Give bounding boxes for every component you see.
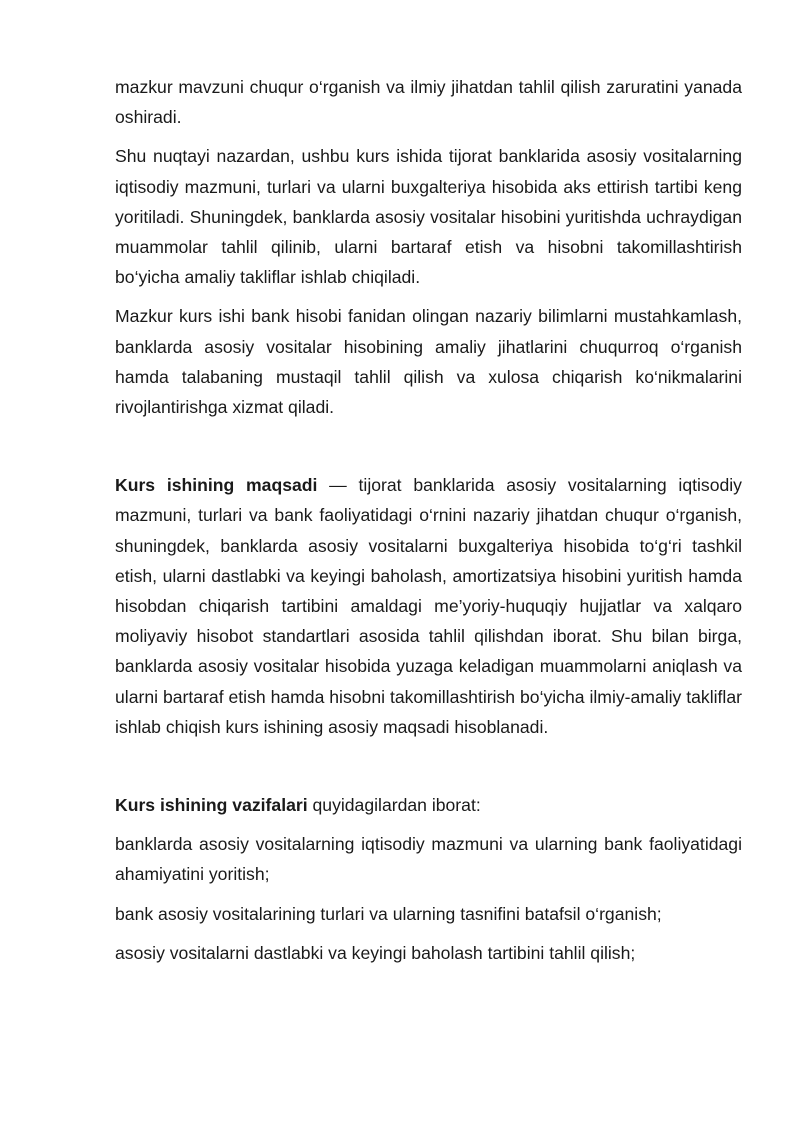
goal-text: — tijorat banklarida asosiy vositalarning iqtisodiy mazmuni, turlari va bank faoliyatidagi o‘rnini nazariy jihatdan chuqur o‘rganish, shuningdek, banklarda asosiy vositalarni buxgalteriya hisobida to‘g‘ri tashkil etish, ularni dastlabki va keyingi baholash, amortizatsiya hisobini yuritish hamda hisobdan chiqarish tartibini amaldagi me’yoriy-huquqiy hujjatlar va xalqaro moliyaviy hisobot standartlari asosida tahlil qilishdan iborat. Shu bilan birga, banklarda asosiy vositalar hisobida yuzaga keladigan muammolarni aniqlash va ularni bartaraf etish hamda hisobni takomillashtirish bo‘yicha ilmiy-amaliy takliflar ishlab chiqish kurs ishining asosiy maqsadi hisoblanadi.: [115, 475, 742, 737]
tasks-heading: Kurs ishining vazifalari: [115, 795, 308, 816]
task-item: banklarda asosiy vositalarning iqtisodiy mazmuni va ularning bank faoliyatidagi ahamiyatini yoritish;: [115, 834, 742, 885]
task-item: bank asosiy vositalarining turlari va ularning tasnifini batafsil o‘rganish;: [115, 903, 662, 924]
goal-heading: Kurs ishining maqsadi: [115, 475, 318, 496]
task-item: asosiy vositalarni dastlabki va keyingi baholash tartibini tahlil qilish;: [115, 942, 636, 963]
document-page: [115, 72, 742, 977]
intro-paragraph-significance: Mazkur kurs ishi bank hisobi fanidan olingan nazariy bilimlarni mustahkamlash, banklarda asosiy vositalar hisobining amaliy jihatlarini chuqurroq o‘rganish hamda talabaning mustaqil tahlil qilish va xulosa chiqarish ko‘nikmalarini rivojlantirishga xizmat qiladi.: [115, 306, 742, 418]
intro-paragraph-scope: Shu nuqtayi nazardan, ushbu kurs ishida tijorat banklarida asosiy vositalarning iqtisodiy mazmuni, turlari va ularni buxgalteriya hisobida aks ettirish tartibi keng yoritiladi. Shuningdek, banklarda asosiy vositalar hisobini yuritishda uchraydigan muammolar tahlil qilinib, ularni bartaraf etish va hisobni takomillashtirish bo‘yicha amaliy takliflar ishlab chiqiladi.: [115, 146, 742, 288]
section-spacer: [115, 751, 742, 790]
section-spacer: [115, 431, 742, 470]
tasks-intro-paragraph: [115, 790, 742, 820]
goal-paragraph: [115, 470, 742, 742]
tasks-intro-text: quyidagilardan iborat:: [307, 795, 481, 816]
intro-paragraph-continuation: mazkur mavzuni chuqur o‘rganish va ilmiy jihatdan tahlil qilish zaruratini yanada oshiradi.: [115, 77, 742, 128]
